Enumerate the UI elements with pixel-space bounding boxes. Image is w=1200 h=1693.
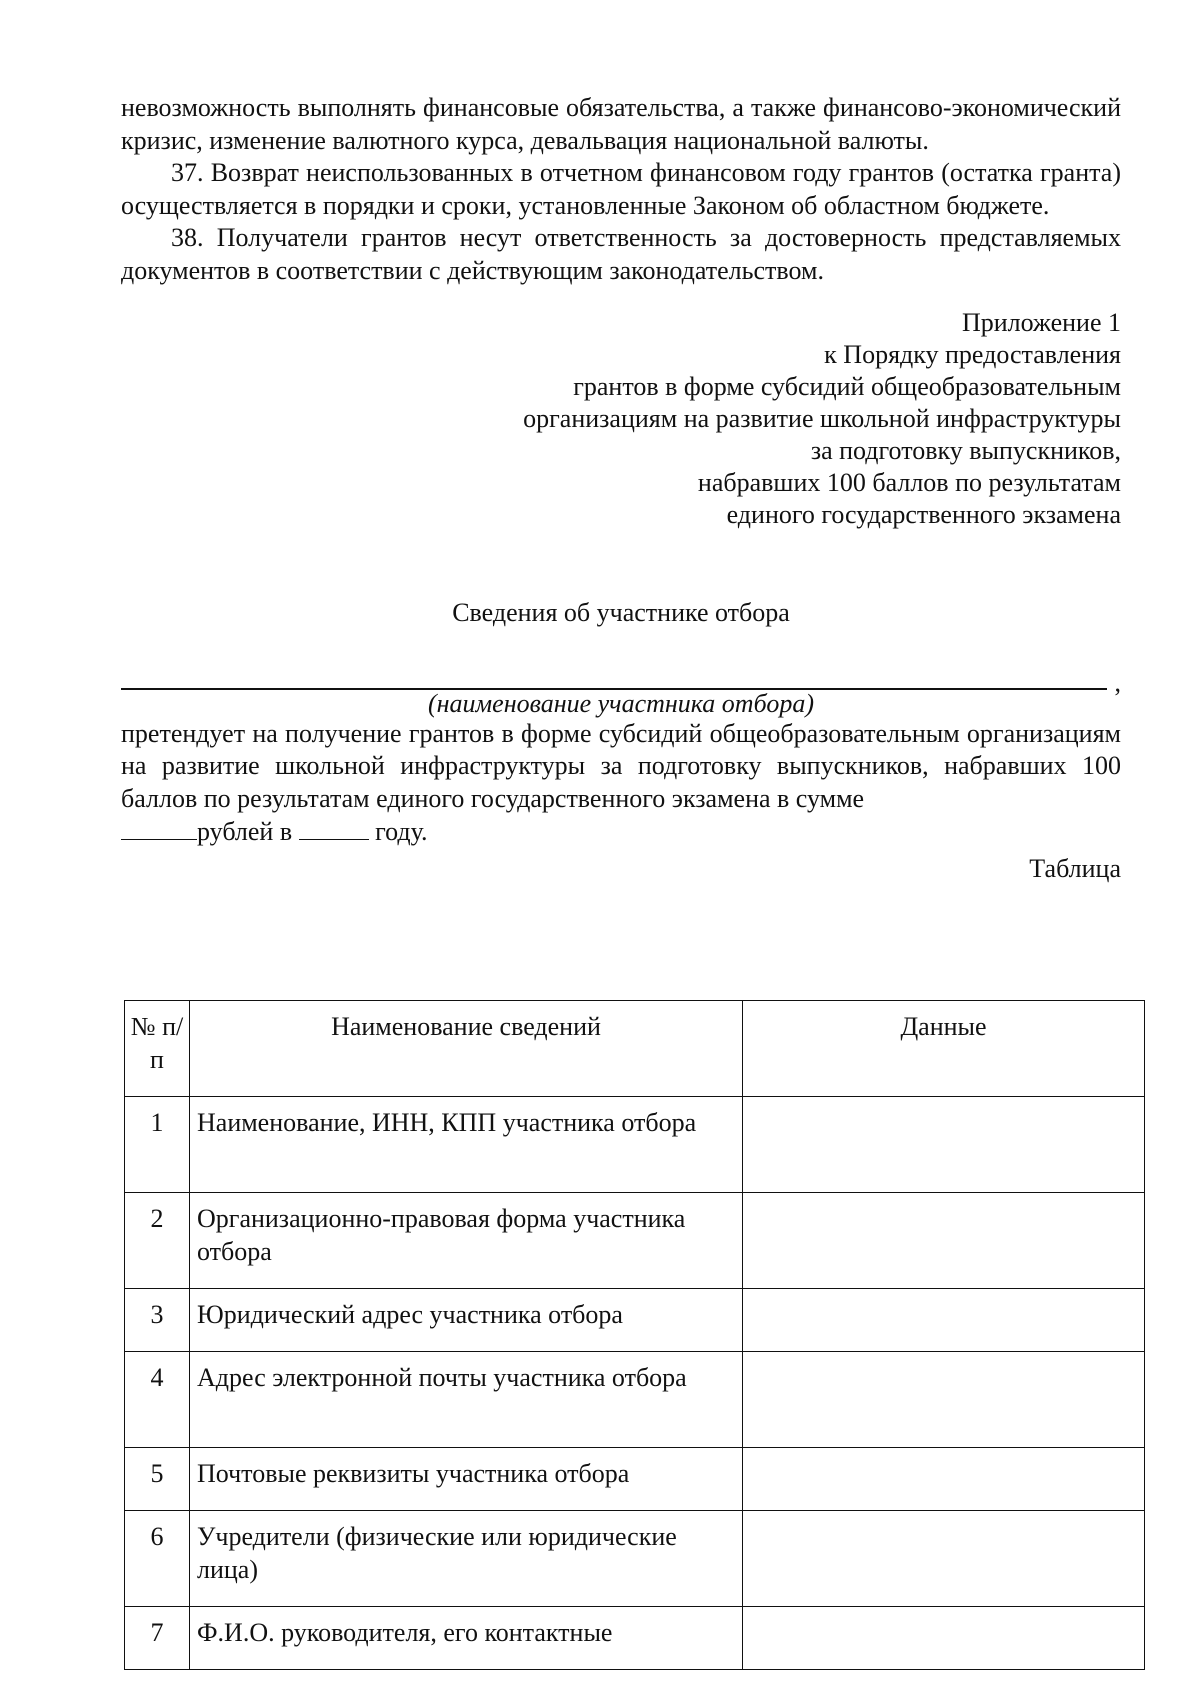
year-blank[interactable] [299,815,369,840]
table-row [125,1448,1145,1511]
appendix-line: набравших 100 баллов по результатам [697,468,1121,497]
table-row [125,1607,1145,1670]
row-name: Почтовые реквизиты участника отбора [190,1448,743,1511]
table-row [125,1352,1145,1448]
row-name: Организационно-правовая форма участника отбора [190,1193,743,1289]
row-num: 3 [125,1289,190,1352]
header-num: № п/п [125,1001,190,1097]
claim-text: претендует на получение грантов в форме субсидий общеобразовательным организациям на развитие школьной инфраструктуры за подготовку выпускников, набравших 100 баллов по результатам единого государственного экзамена в сумме [121,718,1121,813]
year-text: году. [375,817,428,846]
row-num: 6 [125,1511,190,1607]
paragraph-38: 38. Получатели грантов несут ответственность за достоверность представляемых документов в соответствии с действующим законодательством. [121,223,1121,285]
row-num: 5 [125,1448,190,1511]
table-header-row [125,1001,1145,1097]
row-num: 1 [125,1097,190,1193]
header-data: Данные [743,1001,1145,1097]
row-data-cell[interactable] [743,1448,1145,1511]
rubles-in-text: рублей в [197,817,293,846]
row-data-cell[interactable] [743,1511,1145,1607]
blank-comma: , [1114,668,1121,697]
document-page [121,92,1121,885]
paragraph-continuation: невозможность выполнять финансовые обязательства, а также финансово-экономический кризис, изменение валютного курса, девальвация национальной валюты. [121,93,1121,155]
table-row [125,1289,1145,1352]
appendix-line: Приложение 1 [961,308,1121,337]
row-data-cell[interactable] [743,1193,1145,1289]
appendix-line: единого государственного экзамена [726,500,1121,529]
row-num: 7 [125,1607,190,1670]
row-name: Наименование, ИНН, КПП участника отбора [190,1097,743,1193]
table-row [125,1097,1145,1193]
row-name: Ф.И.О. руководителя, его контактные [190,1607,743,1670]
row-num: 4 [125,1352,190,1448]
participant-name-caption: (наименование участника отбора) [428,688,814,718]
table-label: Таблица [1029,853,1121,883]
header-name: Наименование сведений [190,1001,743,1097]
appendix-line: к Порядку предоставления [824,340,1121,369]
appendix-line: за подготовку выпускников, [810,436,1121,465]
table-row [125,1193,1145,1289]
row-data-cell[interactable] [743,1607,1145,1670]
row-num: 2 [125,1193,190,1289]
participant-info-table [124,1000,1145,1670]
appendix-line: грантов в форме субсидий общеобразовательным [573,372,1121,401]
table-row [125,1511,1145,1607]
appendix-header [121,307,1121,531]
claim-paragraph [121,718,1121,849]
form-title: Сведения об участнике отбора [452,598,790,627]
row-name: Юридический адрес участника отбора [190,1289,743,1352]
participant-name-blank-line[interactable] [121,688,1107,690]
row-name: Адрес электронной почты участника отбора [190,1352,743,1448]
row-data-cell[interactable] [743,1289,1145,1352]
row-name: Учредители (физические или юридические лица) [190,1511,743,1607]
paragraph-37: 37. Возврат неиспользованных в отчетном финансовом году грантов (остатка гранта) осуществляется в порядки и сроки, установленные Законом об областном бюджете. [121,158,1121,220]
participant-name-field[interactable] [121,668,1121,697]
amount-blank[interactable] [121,815,197,840]
row-data-cell[interactable] [743,1352,1145,1448]
appendix-line: организациям на развитие школьной инфраструктуры [523,404,1121,433]
row-data-cell[interactable] [743,1097,1145,1193]
